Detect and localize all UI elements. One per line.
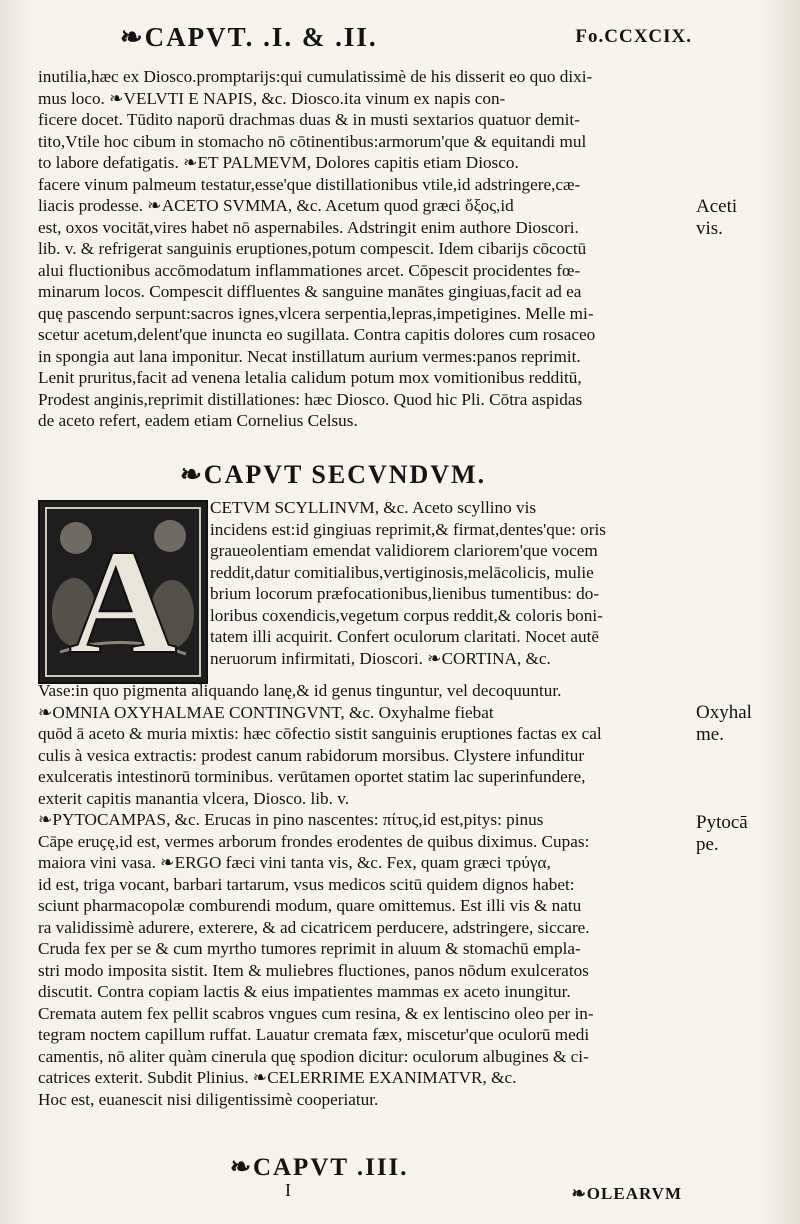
- chapter-two-opening: [38, 497, 680, 669]
- text-line: ficere docet. Tūdito naporū drachmas duas & in musti sextarios quatuor demit-: [38, 110, 580, 129]
- text-line: exulceratis intestinorū torminibus. verūtamen oportet statim lac superinfundere,: [38, 767, 586, 786]
- text-line: stri modo imposita sistit. Item & muliebres fluctiones, panos nōdum exulceratos: [38, 960, 589, 980]
- text-line: mus loco. ❧VELVTI E NAPIS, &c. Diosco.ita vinum ex napis con-: [38, 88, 506, 108]
- text-line: camentis, nō aliter quàm cinerula quę spodion dicitur: oculorum albugines & ci-: [38, 1046, 589, 1066]
- text-line: Cruda fex per se & cum myrtho tumores reprimit in aluum & stomachū empla-: [38, 939, 581, 958]
- text-line: sciunt pharmacopolæ comburendi modum, quare omittemus. Est illi vis & natu: [38, 896, 582, 915]
- text-line: exterit capitis manantia vlcera, Diosco. lib. v.: [38, 788, 350, 808]
- folio-number: Fo.CCXCIX.: [575, 26, 692, 47]
- text-line: quōd ā aceto & muria mixtis: hæc cōfectio sistit sanguinis eruptiones factas ex cal: [38, 724, 602, 743]
- text-line: inutilia,hæc ex Diosco.promptarijs:qui cumulatissimè de his disserit eo quo dixi-: [38, 67, 593, 86]
- text-line: culis à vesica extractis: prodest canum rabidorum morsibus. Clystere infunditur: [38, 745, 585, 765]
- chapter-heading: ❧CAPVT SECVNDVM.: [180, 460, 487, 489]
- text-line: brium locorum præfocationibus,lienibus tumentibus: do-: [210, 584, 600, 603]
- svg-text:A: A: [68, 519, 178, 682]
- text-line: neruorum infirmitati, Dioscori. ❧CORTINA, &c.: [210, 648, 551, 668]
- text-line: minarum locos. Compescit diffluentes & sanguine manātes gingiuas,facit ad ea: [38, 282, 582, 301]
- text-line: catrices exterit. Subdit Plinius. ❧CELERRIME EXANIMATVR, &c.: [38, 1068, 517, 1087]
- text-line: liacis prodesse. ❧ACETO SVMMA, &c. Acetum quod græci ὄξος,id: [38, 196, 514, 215]
- margin-note-aceti: Aceti vis.: [696, 196, 738, 239]
- text-line: lib. v. & refrigerat sanguinis eruptiones,potum compescit. Idem cibarijs cōcoctū: [38, 239, 587, 258]
- running-title: ❧CAPVT. .I. & .II.: [120, 22, 378, 52]
- margin-note-pytocampe: Pytocā pe.: [696, 812, 748, 855]
- text-line: graueolentiam emendat validiorem clariorem'que vocem: [210, 541, 598, 560]
- text-line: Prodest anginis,reprimit distillationes: hæc Diosco. Quod hic Pli. Cōtra aspidas: [38, 389, 583, 409]
- text-line: reddit,datur comitialibus,vertiginosis,melācolicis, mulie: [210, 562, 594, 582]
- text-line: est, oxos vocitāt,vires habet nō aspernabiles. Adstringit enim authore Dioscori.: [38, 217, 579, 237]
- text-line: Hoc est, euanescit nisi diligentissimè cooperiatur.: [38, 1089, 379, 1109]
- text-line: discutit. Contra copiam lactis & eius impatientes mammas ex aceto inungitur.: [38, 982, 571, 1001]
- text-line: ra validissimè adurere, exterere, & ad cicatricem perducere, adstringere, siccare.: [38, 917, 590, 937]
- margin-note-oxyhalme: Oxyhal me.: [696, 702, 752, 745]
- text-line: loribus coxendicis,vegetum corpus reddit,& coloris boni-: [210, 605, 603, 625]
- signature-mark: I: [285, 1180, 291, 1200]
- text-line: to labore defatigatis. ❧ET PALMEVM, Dolores capitis etiam Diosco.: [38, 153, 519, 172]
- text-line: CETVM SCYLLINVM, &c. Aceto scyllino vis: [210, 498, 537, 517]
- text-line: tito,Vtile hoc cibum in stomacho nō cōtinentibus:armorum'que & equitandi mul: [38, 131, 587, 151]
- text-line: tegram noctem capillum ruffat. Lauatur cremata fæx, miscetur'que oculorū medi: [38, 1025, 590, 1044]
- text-line: facere vinum palmeum testatur,esse'que distillationibus vtile,id adstringere,cæ-: [38, 174, 581, 194]
- text-line: alui fluctionibus accōmodatum inflammationes arcet. Cōpescit procidentes fœ-: [38, 260, 581, 280]
- text-line: ❧OMNIA OXYHALMAE CONTINGVNT, &c. Oxyhalme fiebat: [38, 702, 494, 722]
- text-line: ❧PYTOCAMPAS, &c. Erucas in pino nascentes: πίτυς,id est,pitys: pinus: [38, 810, 544, 829]
- commentary-text-block-1: [38, 66, 680, 432]
- text-line: maiora vini vasa. ❧ERGO fæci vini tanta vis, &c. Fex, quam græci τρύγα,: [38, 853, 551, 872]
- text-line: in spongia aut lana imponitur. Necat instillatum aurium vermes:panos reprimit.: [38, 346, 581, 366]
- text-line: tatem illi acquirit. Confert oculorum claritati. Nocet autē: [210, 627, 599, 646]
- text-line: id est, triga vocant, barbari tartarum, vsus medicos scitū quidem dignos habet:: [38, 874, 575, 894]
- running-header: [120, 22, 692, 58]
- text-line: Cremata autem fex pellit scabros vngues cum resina, & ex lentiscino oleo per in-: [38, 1003, 594, 1023]
- text-line: Lenit pruritus,facit ad venena letalia calidum potum mox vomitionibus redditū,: [38, 368, 582, 387]
- text-line: scetur acetum,delent'que inuncta eo sugillata. Contra capitis dolores cum rosaceo: [38, 325, 596, 344]
- text-line: quę pascendo serpunt:sacros ignes,vlcera serpentia,lepras,impetigines. Melle mi-: [38, 303, 594, 323]
- text-line: de aceto refert, eadem etiam Cornelius Celsus.: [38, 411, 358, 430]
- text-line: Vase:in quo pigmenta aliquando lanę,& id genus tinguntur, vel decoquuntur.: [38, 681, 562, 700]
- commentary-text-block-2: [38, 680, 680, 1110]
- next-chapter-heading: ❧CAPVT .III.: [230, 1154, 409, 1181]
- catchword: ❧OLEARVM: [571, 1184, 682, 1203]
- text-line: incidens est:id gingiuas reprimit,& firmat,dentes'que: oris: [210, 519, 606, 539]
- text-line: Cāpe eruçę,id est, vermes arborum frondes erodentes de quibus diximus. Cupas:: [38, 831, 590, 851]
